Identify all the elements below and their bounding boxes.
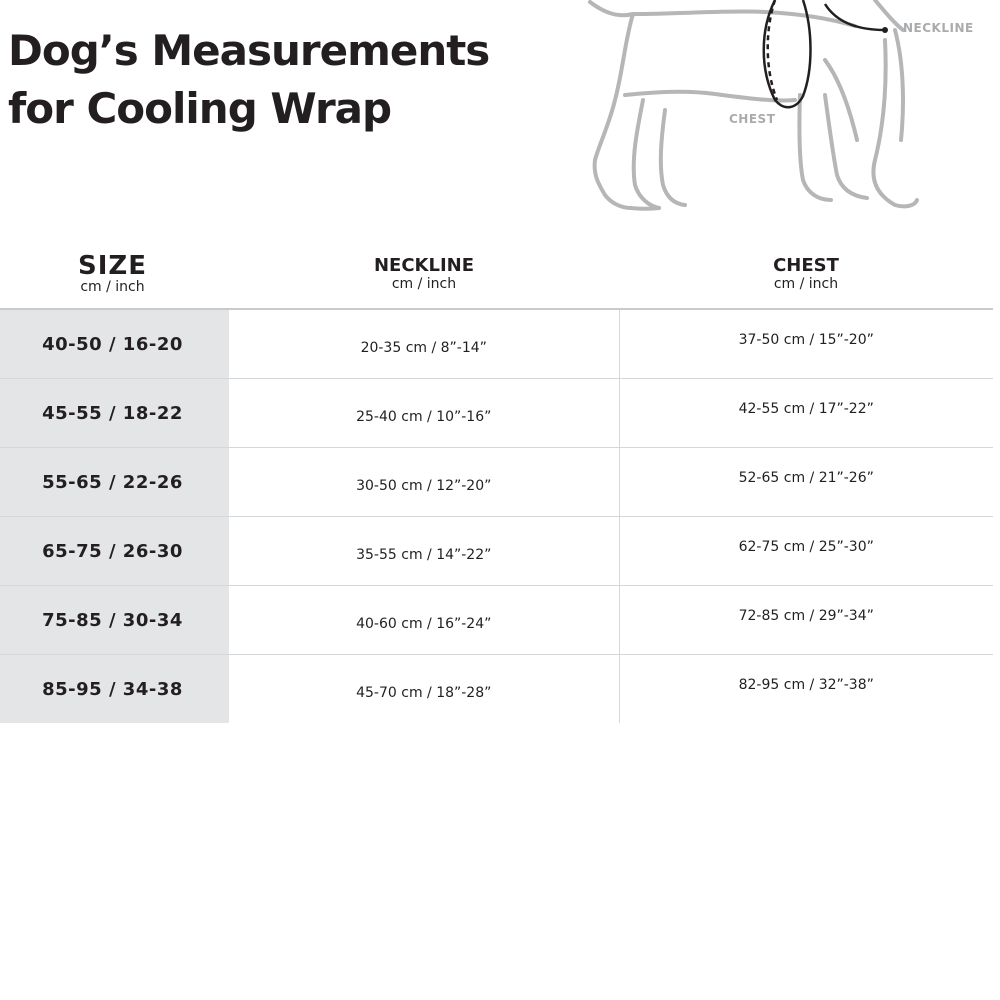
chest-value: 72-85 cm / 29”-34”	[738, 608, 874, 624]
neckline-value: 30-50 cm / 12”-20”	[356, 478, 492, 494]
size-chart-table	[0, 240, 993, 723]
neckline-label: NECKLINE	[903, 21, 974, 35]
table-row	[0, 517, 993, 586]
neckline-cell	[229, 309, 619, 379]
header-chest-label: CHEST	[773, 255, 839, 276]
neckline-value: 20-35 cm / 8”-14”	[360, 340, 487, 356]
chest-cell	[619, 309, 993, 379]
header-neckline	[229, 240, 619, 309]
chest-value: 52-65 cm / 21”-26”	[738, 470, 874, 486]
size-cell: 55-65 / 22-26	[0, 448, 229, 517]
header-size-label: SIZE	[77, 251, 147, 281]
neckline-value: 25-40 cm / 10”-16”	[356, 409, 492, 425]
chest-cell	[619, 379, 993, 448]
chest-cell	[619, 517, 993, 586]
header-neckline-label: NECKLINE	[373, 255, 475, 276]
chest-cell	[619, 586, 993, 655]
chest-cell	[619, 655, 993, 724]
table-row	[0, 586, 993, 655]
neckline-value: 35-55 cm / 14”-22”	[356, 547, 492, 563]
header-neckline-unit: cm / inch	[391, 276, 457, 292]
size-cell: 65-75 / 26-30	[0, 517, 229, 586]
chest-value: 62-75 cm / 25”-30”	[738, 539, 874, 555]
header-size	[0, 240, 229, 309]
header-chest-unit: cm / inch	[773, 276, 839, 292]
neckline-value: 40-60 cm / 16”-24”	[356, 616, 492, 632]
size-cell: 85-95 / 34-38	[0, 655, 229, 724]
neckline-cell	[229, 586, 619, 655]
page-title	[8, 22, 489, 138]
chest-value: 37-50 cm / 15”-20”	[738, 332, 874, 348]
table-header-row	[0, 240, 993, 309]
header-size-unit: cm / inch	[80, 279, 145, 295]
size-cell: 45-55 / 18-22	[0, 379, 229, 448]
size-cell: 75-85 / 30-34	[0, 586, 229, 655]
neckline-value: 45-70 cm / 18”-28”	[356, 685, 492, 701]
chest-cell	[619, 448, 993, 517]
table-row	[0, 379, 993, 448]
title-line-2: for Cooling Wrap	[8, 84, 392, 133]
neckline-cell	[229, 517, 619, 586]
table-row	[0, 655, 993, 724]
table-row	[0, 448, 993, 517]
neckline-cell	[229, 379, 619, 448]
chest-label: CHEST	[729, 112, 776, 126]
chest-value: 42-55 cm / 17”-22”	[738, 401, 874, 417]
chest-value: 82-95 cm / 32”-38”	[738, 677, 874, 693]
title-line-1: Dog’s Measurements	[8, 26, 490, 75]
size-cell: 40-50 / 16-20	[0, 309, 229, 379]
neckline-cell	[229, 448, 619, 517]
header-chest	[619, 240, 993, 309]
neckline-cell	[229, 655, 619, 724]
table-row	[0, 309, 993, 379]
